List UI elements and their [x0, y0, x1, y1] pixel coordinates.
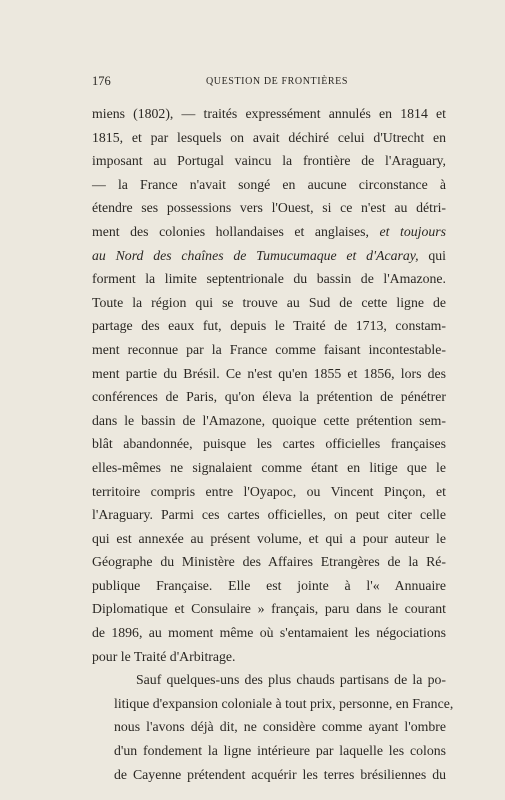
text-line: 1815, et par lesquels on avait déchiré celui d'Utrecht en	[92, 129, 446, 145]
text-line: dans le bassin de l'Amazone, quoique cette prétention sem-	[92, 412, 446, 428]
paragraph-2	[92, 668, 454, 786]
text-segment: qui	[418, 247, 446, 263]
text-line: pour le Traité d'Arbitrage.	[92, 648, 236, 664]
text-line: Diplomatique et Consulaire » français, paru dans le courant	[92, 601, 446, 617]
text-segment: ment des colonies hollandaises et anglaises,	[92, 223, 380, 239]
text-line: d'un fondement la ligne intérieure par laquelle les colons	[114, 743, 446, 759]
text-line: qui est annexée au présent volume, et qui a pour auteur le	[92, 530, 446, 546]
text-line: forment la limite septentrionale du bassin de l'Amazone.	[92, 271, 446, 287]
running-head	[92, 74, 462, 94]
running-title: QUESTION DE FRONTIÈRES	[205, 76, 349, 87]
page-number: 176	[92, 74, 111, 88]
text-line: publique Française. Elle est jointe à l'« Annuaire	[92, 577, 446, 593]
italic-segment: et toujours	[379, 223, 446, 239]
text-line: territoire compris entre l'Oyapoc, ou Vincent Pinçon, et	[92, 483, 446, 499]
text-line: ment partie du Brésil. Ce n'est qu'en 1855 et 1856, lors des	[92, 365, 446, 381]
text-line: étendre ses possessions vers l'Ouest, si ce n'est au détri-	[92, 200, 446, 216]
text-line: Sauf quelques-uns des plus chauds partisans de la po-	[136, 672, 446, 688]
text-line: blât abandonnée, puisque les cartes officielles françaises	[92, 436, 446, 452]
text-line: litique d'expansion coloniale à tout prix, personne, en France,	[114, 695, 454, 711]
text-line: conférences de Paris, qu'on éleva la prétention de pénétrer	[92, 389, 446, 405]
body-text	[92, 102, 454, 786]
text-line-mixed	[92, 244, 446, 268]
text-line: l'Araguary. Parmi ces cartes officielles, on peut citer celle	[92, 507, 446, 523]
text-line: miens (1802), — traités expressément annulés en 1814 et	[92, 106, 446, 121]
italic-segment: au Nord des chaînes de Tumucumaque et d'Acaray,	[92, 247, 419, 263]
text-line: de Cayenne prétendent acquérir les terres brésiliennes du	[114, 766, 446, 782]
text-line: Géographe du Ministère des Affaires Etrangères de la Ré-	[92, 554, 446, 570]
text-line: partage des eaux fut, depuis le Traité de 1713, constam-	[92, 318, 446, 334]
text-line: — la France n'avait songé en aucune circonstance à	[92, 176, 446, 192]
text-line: elles-mêmes ne signalaient comme étant en litige que le	[92, 459, 446, 475]
text-line: Toute la région qui se trouve au Sud de cette ligne de	[92, 294, 446, 310]
text-line: imposant au Portugal vaincu la frontière de l'Araguary,	[92, 153, 446, 169]
text-line-mixed	[92, 220, 446, 244]
text-line: nous l'avons déjà dit, ne considère comme ayant l'ombre	[114, 719, 446, 735]
paragraph-1	[92, 102, 446, 668]
text-line: de 1896, au moment même où s'entamaient les négociations	[92, 625, 446, 641]
text-line: ment reconnue par la France comme faisant incontestable-	[92, 341, 446, 357]
